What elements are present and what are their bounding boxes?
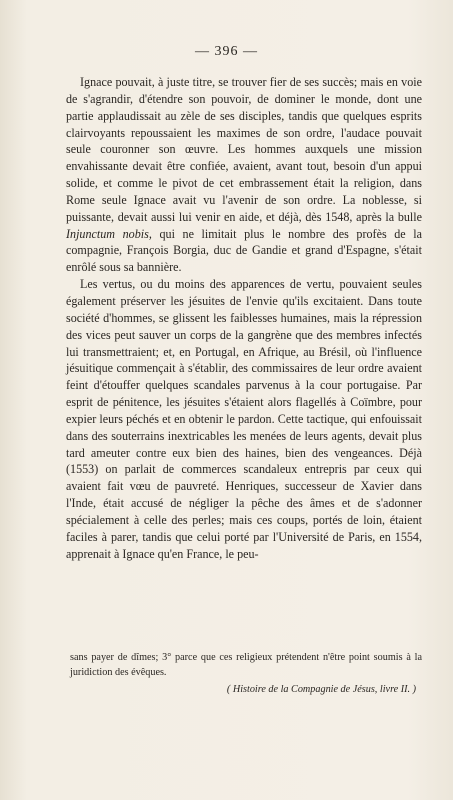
page-number: — 396 — — [195, 44, 258, 59]
paragraph-1-text: Ignace pouvait, à juste titre, se trouver fier de ses succès; mais en voie de s'agrandir, d'étendre son pouvoir, de dominer le monde, dont une partie applaudissait au zèle de ses disciples, tandis que quelques esprits clairvoyants repoussaient les maximes de son ordre, l'audace pouvait seule couronner son œuvre. Les hommes auxquels une mission envahissante devait être confiée, avaient, avant tout, besoin d'un appui solide, et comme le pivot de cet embrassement était la religion, dans Rome seule Ignace avait vu l'avenir de son ordre. La noblesse, si puissante, devait aussi lui venir en aide, et déjà, dès 1548, après la bulle — [66, 75, 422, 224]
footnote — [70, 650, 422, 697]
body-text — [66, 74, 422, 562]
bull-title: Injunctum nobis, — [66, 226, 152, 241]
paragraph-1 — [66, 74, 422, 276]
paragraph-1-continuation: qui ne limitait plus le nombre des profès de la compagnie, François Borgia, duc de Gandie et grand d'Espagne, s'était enrôlé sous sa bannière. — [66, 226, 422, 275]
footnote-source: ( Histoire de la Compagnie de Jésus, livre II. ) — [226, 684, 416, 695]
paragraph-2: Les vertus, ou du moins des apparences de vertu, pouvaient seules également préserver les jésuites de l'envie qu'ils excitaient. Dans toute société d'hommes, se glissent les faiblesses humaines, mais la répression des vices peut sauver un corps de la gangrène que des membres infectés lui transmettraient; et, en Portugal, en Afrique, au Brésil, où l'influence jésuitique commençait à s'établir, des commissaires de leur ordre avaient feint d'étouffer quelques scandales parvenus à la cour portugaise. Par esprit de pénitence, les jésuites s'étaient alors flagellés à Coïmbre, pour expier leurs péchés et en obtenir le pardon. Cette tactique, qui enfouissait dans des souterrains inextricables les menées de leurs agents, devait plus tard ameuter contre eux bien des haines, bien des vengeances. Déjà (1553) on parlait de commerces scandaleux entrepris par ceux qui avaient fait vœu de pauvreté. Henriques, successeur de Xavier dans l'Inde, était accusé de négliger la pêche des âmes et de s'adonner spécialement à celle des perles; mais ces coups, portés de loin, étaient faciles à parer, tandis que celui porté par l'Université de Paris, en 1554, apprenait à Ignace qu'en France, le peu- — [66, 277, 422, 561]
footnote-text: sans payer de dîmes; 3° parce que ces religieux prétendent n'être point soumis à la juridiction des évêques. — [70, 652, 422, 678]
